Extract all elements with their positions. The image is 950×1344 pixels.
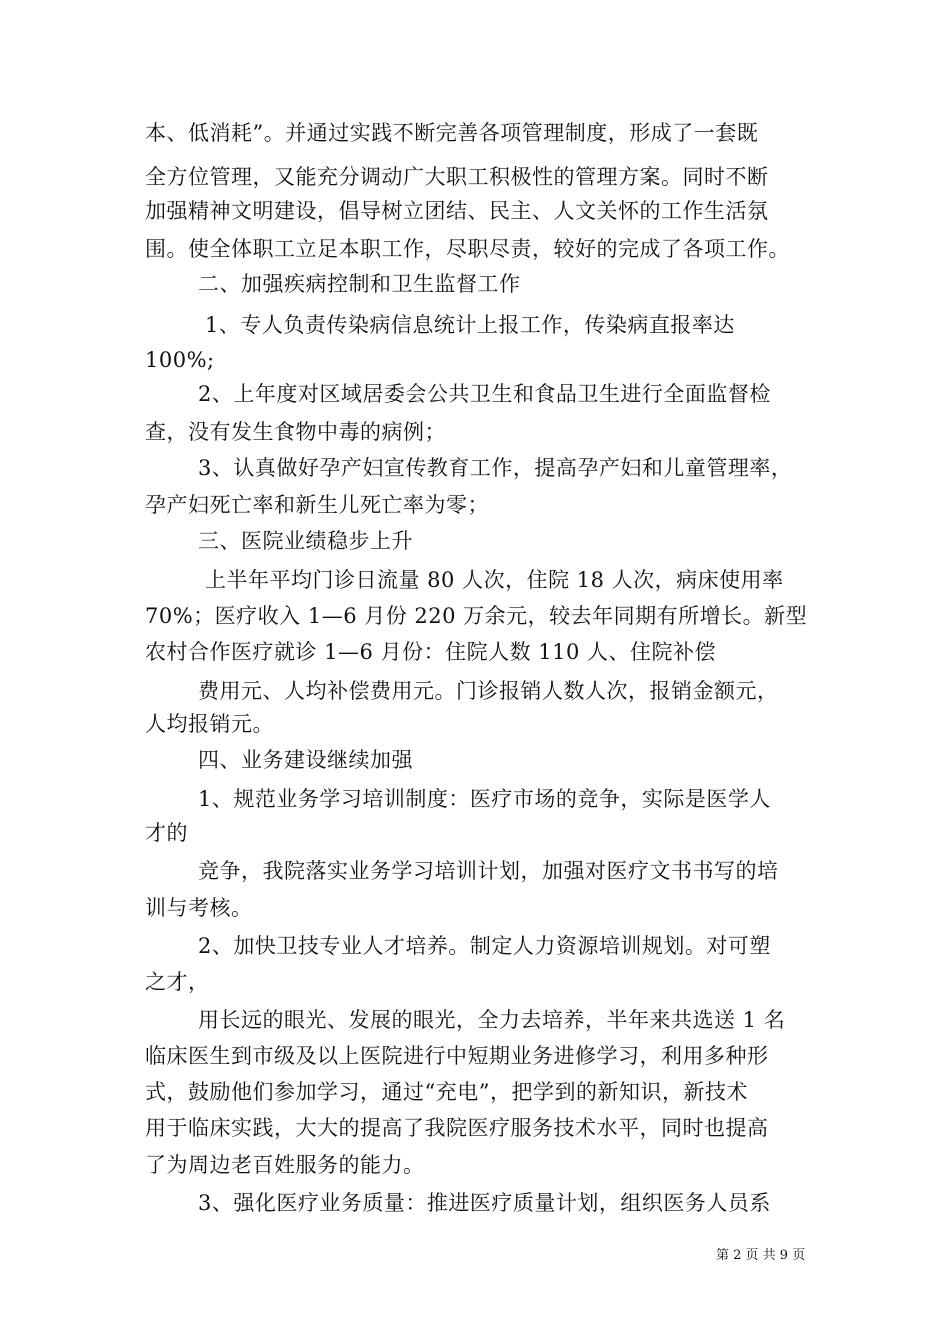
paragraph-line: 费用元、人均补偿费用元。门诊报销人数人次，报销金额元，: [198, 679, 779, 703]
paragraph-line: 孕产妇死亡率和新生儿死亡率为零；: [145, 493, 489, 517]
paragraph-line: 人均报销元。: [145, 712, 274, 736]
paragraph-line: 式，鼓励他们参加学习，通过“充电”，把学到的新知识，新技术: [145, 1080, 748, 1104]
section-heading: 四、业务建设继续加强: [198, 748, 413, 772]
paragraph-line: 1、规范业务学习培训制度：医疗市场的竞争，实际是医学人: [198, 787, 771, 811]
paragraph-line: 3、认真做好孕产妇宣传教育工作，提高孕产妇和儿童管理率，: [198, 456, 793, 480]
page-number: 第 2 页 共 9 页: [716, 1248, 806, 1263]
paragraph-line: 用长远的眼光、发展的眼光，全力去培养，半年来共选送 1 名: [198, 1008, 786, 1032]
paragraph-line: 上半年平均门诊日流量 80 人次，住院 18 人次，病床使用率: [205, 568, 784, 592]
paragraph-line: 围。使全体职工立足本职工作，尽职尽责，较好的完成了各项工作。: [145, 237, 790, 261]
paragraph-line: 用于临床实践，大大的提高了我院医疗服务技术水平，同时也提高: [145, 1116, 769, 1140]
paragraph-line: 70%；医疗收入 1—6 月份 220 万余元，较去年同期有所增长。新型: [145, 604, 808, 628]
paragraph-line: 100%;: [145, 348, 215, 372]
paragraph-line: 本、低消耗”。并通过实践不断完善各项管理制度，形成了一套既: [145, 121, 759, 145]
paragraph-line: 竞争，我院落实业务学习培训计划，加强对医疗文书书写的培: [198, 859, 779, 883]
paragraph-line: 全方位管理，又能充分调动广大职工积极性的管理方案。同时不断: [145, 165, 769, 189]
paragraph-line: 查，没有发生食物中毒的病例；: [145, 420, 446, 444]
paragraph-line: 训与考核。: [145, 896, 253, 920]
paragraph-line: 临床医生到市级及以上医院进行中短期业务进修学习，利用多种形: [145, 1044, 769, 1068]
paragraph-line: 3、强化医疗业务质量：推进医疗质量计划，组织医务人员系: [198, 1191, 771, 1215]
paragraph-line: 才的: [145, 821, 188, 845]
section-heading: 二、加强疾病控制和卫生监督工作: [198, 272, 521, 296]
paragraph-line: 2、上年度对区域居委会公共卫生和食品卫生进行全面监督检: [198, 382, 771, 406]
paragraph-line: 加强精神文明建设，倡导树立团结、民主、人文关怀的工作生活氛: [145, 199, 769, 223]
paragraph-line: 了为周边老百姓服务的能力。: [145, 1153, 425, 1177]
section-heading: 三、医院业绩稳步上升: [198, 529, 413, 553]
paragraph-line: 农村合作医疗就诊 1—6 月份：住院人数 110 人、住院补偿: [145, 640, 717, 664]
paragraph-line: 2、加快卫技专业人才培养。制定人力资源培训规划。对可塑: [198, 934, 771, 958]
paragraph-line: 之才，: [145, 970, 210, 994]
paragraph-line: 1、专人负责传染病信息统计上报工作，传染病直报率达: [205, 313, 735, 337]
